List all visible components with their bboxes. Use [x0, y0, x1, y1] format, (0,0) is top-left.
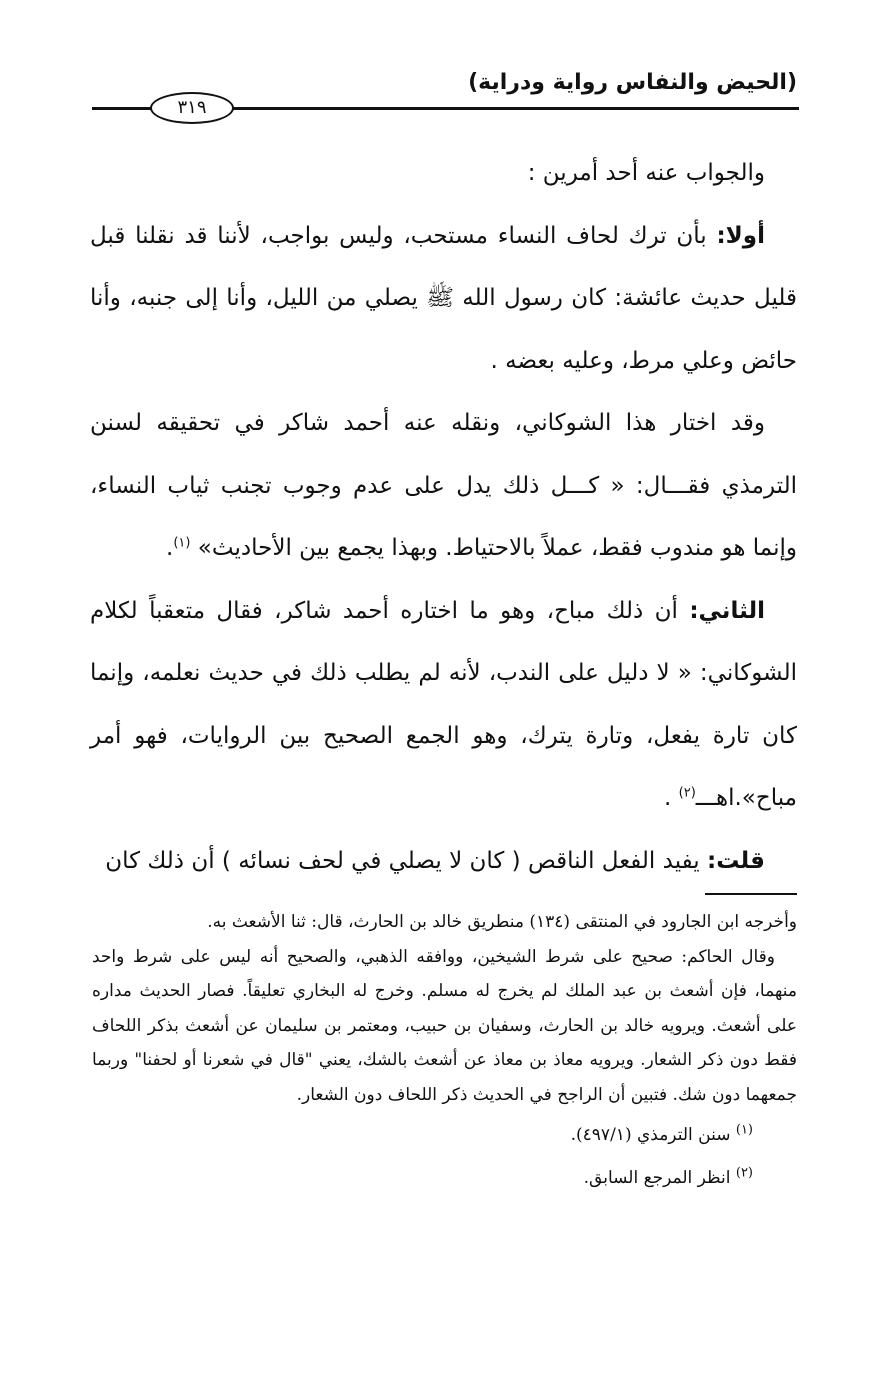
footnote-carryover-2: وقال الحاكم: صحيح على شرط الشيخين، ووافقه الذهبي، والصحيح أنه ليس على شرط واحد منهما، فإن أشعث بن عبد الملك لم يخرج له مسلم. وخرج له البخاري تعليقاً. فصار الحديث مداره على أشعث. ويرويه خالد بن الحارث، وسفيان بن حبيب، ومعتمر بن سليمان عن أشعث بذكر اللحاف فقط دون ذكر الشعار. ويرويه معاذ بن معاذ عن أشعث بالشك، يعني "قال في شعرنا أو لحفنا" وربما جمعهما دون شك. فتبين أن الراجح في الحديث ذكر اللحاف دون الشعار. — [92, 946, 797, 1105]
qultu-lead: قلت: — [707, 847, 765, 874]
footnote-2-number: (٢) — [735, 1164, 753, 1180]
footnotes-block — [92, 905, 797, 1195]
footnote-1-number: (١) — [735, 1122, 753, 1138]
footnote-1 — [92, 1118, 797, 1153]
second-answer-text: أن ذلك مباح، وهو ما اختاره أحمد شاكر، فقال متعقباً لكلام الشوكاني: « لا دليل على الندب، لأنه لم يطلب ذلك في حديث نعلمه، وإنما كان تارة يفعل، وتارة يترك، وهو الجمع الصحيح بين الروايات، فهو أمر مباح».اهـــ — [90, 597, 797, 811]
shawkani-text: وقد اختار هذا الشوكاني، ونقله عنه أحمد شاكر في تحقيقه لسنن الترمذي فقـــال: « كـــل ذلك يدل على عدم وجوب تجنب ثياب النساء، وإنما هو مندوب فقط، عملاً بالاحتياط. وبهذا يجمع بين الأحاديث» — [90, 410, 797, 561]
footnote-ref-2: (٢) — [678, 785, 696, 801]
second-answer-end: . — [664, 785, 679, 811]
second-answer-lead: الثاني: — [689, 597, 765, 624]
first-answer-lead: أولا: — [716, 222, 765, 249]
qultu-text: يفيد الفعل الناقص ( كان لا يصلي في لحف نسائه ) أن ذلك كان — [105, 847, 707, 874]
paragraph-second-answer — [90, 580, 797, 830]
paragraph-qultu — [90, 830, 797, 893]
footnote-2 — [92, 1161, 797, 1196]
footnote-carryover-1: وأخرجه ابن الجارود في المنتقى (١٣٤) منطريق خالد بن الحارث، قال: ثنا الأشعث به. — [207, 912, 797, 932]
shawkani-end: . — [166, 535, 174, 561]
footnote-rule — [705, 893, 797, 895]
footnote-1-text: سنن الترمذي (٤٩٧/١). — [570, 1125, 736, 1145]
page-number-badge: ٣١٩ — [150, 92, 234, 124]
running-header-title: (الحيض والنفاس رواية ودراية) — [468, 70, 797, 95]
paragraph-intro-text: والجواب عنه أحد أمرين : — [527, 160, 765, 186]
main-text — [90, 142, 797, 892]
footnote-ref-1: (١) — [173, 535, 191, 551]
first-answer-text: بأن ترك لحاف النساء مستحب، وليس بواجب، لأننا قد نقلنا قبل قليل حديث عائشة: كان رسول الله ﷺ يصلي من الليل، وأنا إلى جنبه، وأنا حائض وعلي مرط، وعليه بعضه . — [90, 222, 797, 374]
paragraph-shawkani — [90, 392, 797, 580]
paragraph-first-answer — [90, 205, 797, 393]
paragraph-intro — [90, 142, 797, 205]
footnote-2-text: انظر المرجع السابق. — [583, 1167, 736, 1188]
